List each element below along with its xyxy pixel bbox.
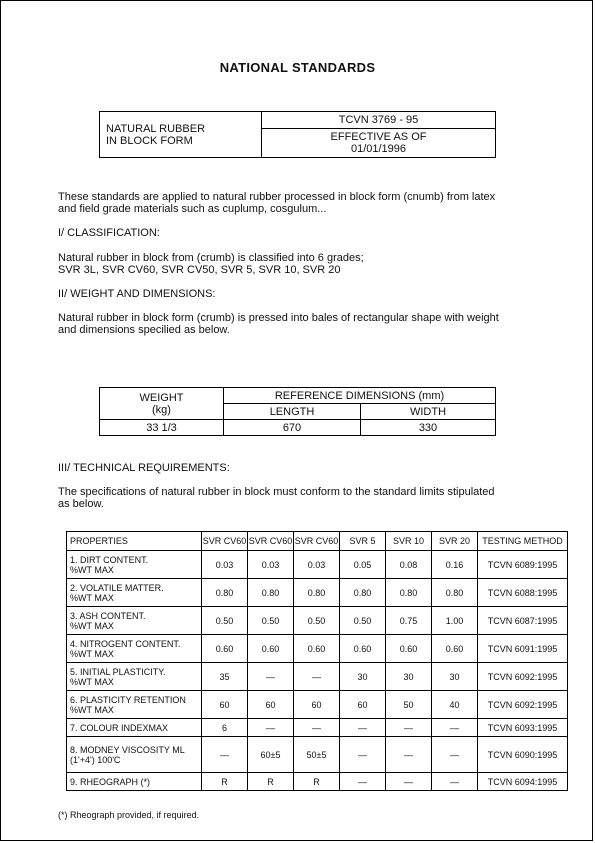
grade-value-cell: 0.75 [386,607,432,635]
grade-value-cell: — [386,773,432,791]
standard-header-table [99,111,496,158]
spec-row [67,737,568,773]
intro-line-1: These standards are applied to natural rubber processed in block form (cnumb) from latex [58,191,496,203]
spec-row [67,607,568,635]
property-line: 8. MODNEY VISCOSITY ML [70,744,185,755]
grade-value-cell: 0.03 [248,551,294,579]
spec-row [67,719,568,737]
technical-line-2: as below. [58,498,104,510]
spec-row [67,691,568,719]
property-cell [67,635,202,663]
testing-method-cell: TCVN 6091:1995 [478,635,568,663]
classification-paragraph [58,252,364,276]
grade-value-cell: 0.03 [202,551,248,579]
property-cell [67,663,202,691]
grade-value-cell: 0.08 [386,551,432,579]
grade-value-cell: 0.60 [432,635,478,663]
grade-value-cell: — [386,719,432,737]
weight-line-1: Natural rubber in block form (crumb) is pressed into bales of rectangular shape with weight [58,312,499,324]
grade-value-cell: — [432,737,478,773]
length-value: 670 [224,420,361,436]
property-line: %WT MAX [70,704,114,715]
grade-value-cell: 0.80 [340,579,386,607]
document-title: NATIONAL STANDARDS [219,60,376,75]
testing-method-cell: TCVN 6094:1995 [478,773,568,791]
product-line-2: IN BLOCK FORM [106,134,193,147]
classification-heading: I/ CLASSIFICATION: [58,227,160,239]
spec-row [67,663,568,691]
grade-value-cell: 60 [340,691,386,719]
weight-paragraph [58,312,499,336]
weight-heading: II/ WEIGHT AND DIMENSIONS: [58,288,216,300]
testing-method-cell: TCVN 6090:1995 [478,737,568,773]
width-value: 330 [361,420,496,436]
grade-value-cell: R [248,773,294,791]
specifications-table [66,531,568,791]
grade-value-cell: 50±5 [294,737,340,773]
property-line: %WT MAX [70,676,114,687]
weight-line-2: and dimensions specilied as below. [58,324,230,336]
classification-line-1: Natural rubber in block from (crumb) is classified into 6 grades; [58,252,364,264]
header-grade-2: SVR CV60 [248,532,294,551]
grade-value-cell: 30 [386,663,432,691]
grade-value-cell: 0.80 [248,579,294,607]
grade-value-cell: — [432,719,478,737]
property-line: 9. RHEOGRAPH (*) [70,776,151,787]
grade-value-cell: 6 [202,719,248,737]
grade-value-cell: — [386,737,432,773]
property-line: 5. INITIAL PLASTICITY. [70,666,166,677]
testing-method-cell: TCVN 6088:1995 [478,579,568,607]
grade-value-cell: 0.60 [248,635,294,663]
grade-value-cell: 35 [202,663,248,691]
spec-row [67,551,568,579]
grade-value-cell: — [202,737,248,773]
grade-value-cell: 60 [202,691,248,719]
grade-value-cell: 60 [248,691,294,719]
grade-value-cell: R [294,773,340,791]
testing-method-cell: TCVN 6087:1995 [478,607,568,635]
grade-value-cell: 0.60 [202,635,248,663]
property-line: %WT MAX [70,564,114,575]
technical-paragraph [58,486,495,510]
grade-value-cell: 0.80 [386,579,432,607]
grade-value-cell: 1.00 [432,607,478,635]
spec-row [67,773,568,791]
grade-value-cell: 0.50 [340,607,386,635]
property-cell [67,551,202,579]
intro-paragraph [58,191,495,215]
grade-value-cell: 0.80 [202,579,248,607]
header-grade-3: SVR CV60 [294,532,340,551]
grade-value-cell: — [294,719,340,737]
grade-value-cell: — [340,719,386,737]
property-line: 3. ASH CONTENT. [70,610,146,621]
property-cell [67,719,202,737]
property-line: %WT MAX [70,648,114,659]
header-grade-6: SVR 20 [432,532,478,551]
effective-date: 01/01/1996 [350,143,407,155]
product-name-cell [100,112,262,158]
testing-method-cell: TCVN 6089:1995 [478,551,568,579]
property-line: %WT MAX [70,620,114,631]
grade-value-cell: 0.60 [294,635,340,663]
property-cell [67,579,202,607]
grade-value-cell: 0.50 [202,607,248,635]
grade-value-cell: 60 [294,691,340,719]
testing-method-cell: TCVN 6092:1995 [478,691,568,719]
weight-header-cell [100,388,224,420]
testing-method-cell: TCVN 6093:1995 [478,719,568,737]
grade-value-cell: R [202,773,248,791]
spec-header-row [67,532,568,551]
grade-value-cell: 30 [432,663,478,691]
intro-line-2: and field grade materials such as cuplump, cosgulum... [58,203,327,215]
classification-line-2: SVR 3L, SVR CV60, SVR CV50, SVR 5, SVR 10, SVR 20 [58,264,341,276]
grade-value-cell: — [340,737,386,773]
testing-method-cell: TCVN 6092:1995 [478,663,568,691]
grade-value-cell: — [432,773,478,791]
header-grade-5: SVR 10 [386,532,432,551]
weight-header-line-1: WEIGHT [139,391,184,404]
grade-value-cell: 0.05 [340,551,386,579]
grade-value-cell: 0.80 [294,579,340,607]
grade-value-cell: — [248,719,294,737]
property-cell [67,607,202,635]
reference-dimensions-header: REFERENCE DIMENSIONS (mm) [224,388,496,404]
header-properties: PROPERTIES [67,532,202,551]
length-header: LENGTH [224,404,361,420]
property-line: 2. VOLATILE MATTER. [70,582,164,593]
grade-value-cell: 0.50 [248,607,294,635]
property-cell [67,737,202,773]
grade-value-cell: 30 [340,663,386,691]
width-header: WIDTH [361,404,496,420]
weight-dimensions-table [99,387,496,436]
grade-value-cell: 0.03 [294,551,340,579]
effective-label: EFFECTIVE AS OF [330,131,427,143]
footnote: (*) Rheograph provided, if required. [58,810,200,820]
grade-value-cell: — [340,773,386,791]
header-grade-4: SVR 5 [340,532,386,551]
property-cell [67,691,202,719]
effective-date-cell [262,129,496,158]
spec-row [67,635,568,663]
spec-row [67,579,568,607]
technical-line-1: The specifications of natural rubber in block must conform to the standard limits stipulated [58,486,495,498]
property-line: 7. COLOUR INDEXMAX [70,722,169,733]
header-testing-method: TESTING METHOD [478,532,568,551]
property-cell [67,773,202,791]
property-line: %WT MAX [70,592,114,603]
weight-value: 33 1/3 [100,420,224,436]
property-line: 4. NITROGENT CONTENT. [70,638,181,649]
grade-value-cell: 0.60 [340,635,386,663]
product-line-1: NATURAL RUBBER [106,122,206,135]
grade-value-cell: — [248,663,294,691]
property-line: 6. PLASTICITY RETENTION [70,694,186,705]
technical-heading: III/ TECHNICAL REQUIREMENTS: [58,462,230,474]
property-line: (1'+4') 100'C [70,754,121,765]
standard-code-cell: TCVN 3769 - 95 [262,112,496,129]
grade-value-cell: 0.16 [432,551,478,579]
grade-value-cell: 0.50 [294,607,340,635]
grade-value-cell: 60±5 [248,737,294,773]
property-line: 1. DIRT CONTENT. [70,554,149,565]
grade-value-cell: 0.80 [432,579,478,607]
grade-value-cell: 0.60 [386,635,432,663]
grade-value-cell: — [294,663,340,691]
grade-value-cell: 40 [432,691,478,719]
weight-header-line-2: (kg) [152,403,171,416]
grade-value-cell: 50 [386,691,432,719]
header-grade-1: SVR CV60 [202,532,248,551]
